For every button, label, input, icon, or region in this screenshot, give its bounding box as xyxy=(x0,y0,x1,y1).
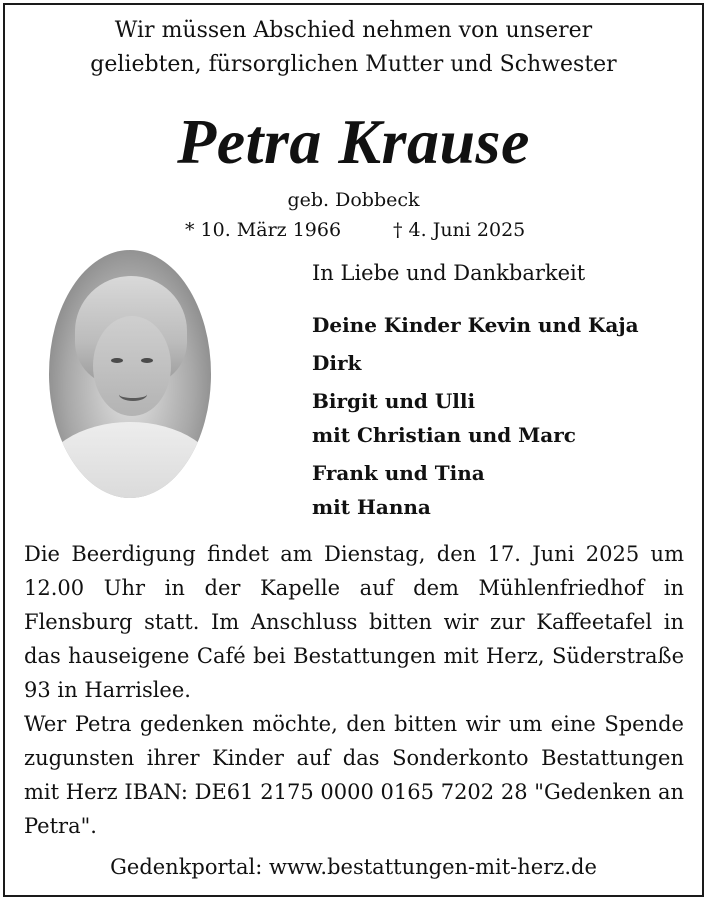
family-line: Birgit und Ulli xyxy=(312,389,476,413)
portrait-photo xyxy=(49,250,211,498)
family-list xyxy=(312,308,639,528)
family-group xyxy=(312,346,639,380)
memorial-portal: Gedenkportal: www.bestattungen-mit-herz.de xyxy=(110,855,597,879)
family-group xyxy=(312,384,639,452)
funeral-text: Die Beerdigung findet am Dienstag, den 17. Juni 2025 um 12.00 Uhr in der Kapelle auf dem Mühlenfriedhof in Flensburg statt. Im Anschluss bitten wir zur Kaffeetafel in das hauseigene Café bei Bestattungen mit Herz, Süderstraße 93 in Harrislee. xyxy=(24,542,684,702)
intro-line-2: geliebten, fürsorglichen Mutter und Schwester xyxy=(90,52,617,77)
family-line: Deine Kinder Kevin und Kaja xyxy=(312,313,639,337)
death-date: † 4. Juni 2025 xyxy=(393,219,526,241)
family-line: Dirk xyxy=(312,351,362,375)
birth-date: * 10. März 1966 xyxy=(185,219,342,241)
thanks-line: In Liebe und Dankbarkeit xyxy=(312,261,586,285)
portrait-shoulders xyxy=(49,422,211,498)
portrait-smile xyxy=(119,388,147,401)
family-line: mit Hanna xyxy=(312,495,431,519)
intro-line-1: Wir müssen Abschied nehmen von unserer xyxy=(114,18,593,43)
family-line: Frank und Tina xyxy=(312,461,485,485)
deceased-name: Petra Krause xyxy=(177,106,530,177)
portrait-face xyxy=(93,316,171,416)
family-group xyxy=(312,456,639,524)
intro-text xyxy=(0,14,707,82)
family-line: mit Christian und Marc xyxy=(312,423,576,447)
family-group xyxy=(312,308,639,342)
funeral-details xyxy=(24,537,684,843)
portrait-eye-left xyxy=(111,358,123,363)
donation-text: Wer Petra gedenken möchte, den bitten wir um eine Spende zugunsten ihrer Kinder auf das Sonderkonto Bestattungen mit Herz IBAN: DE61 2175 0000 0165 7202 28 "Gedenken an Petra". xyxy=(24,712,684,838)
portrait-eye-right xyxy=(141,358,153,363)
birth-name: geb. Dobbeck xyxy=(287,189,420,211)
